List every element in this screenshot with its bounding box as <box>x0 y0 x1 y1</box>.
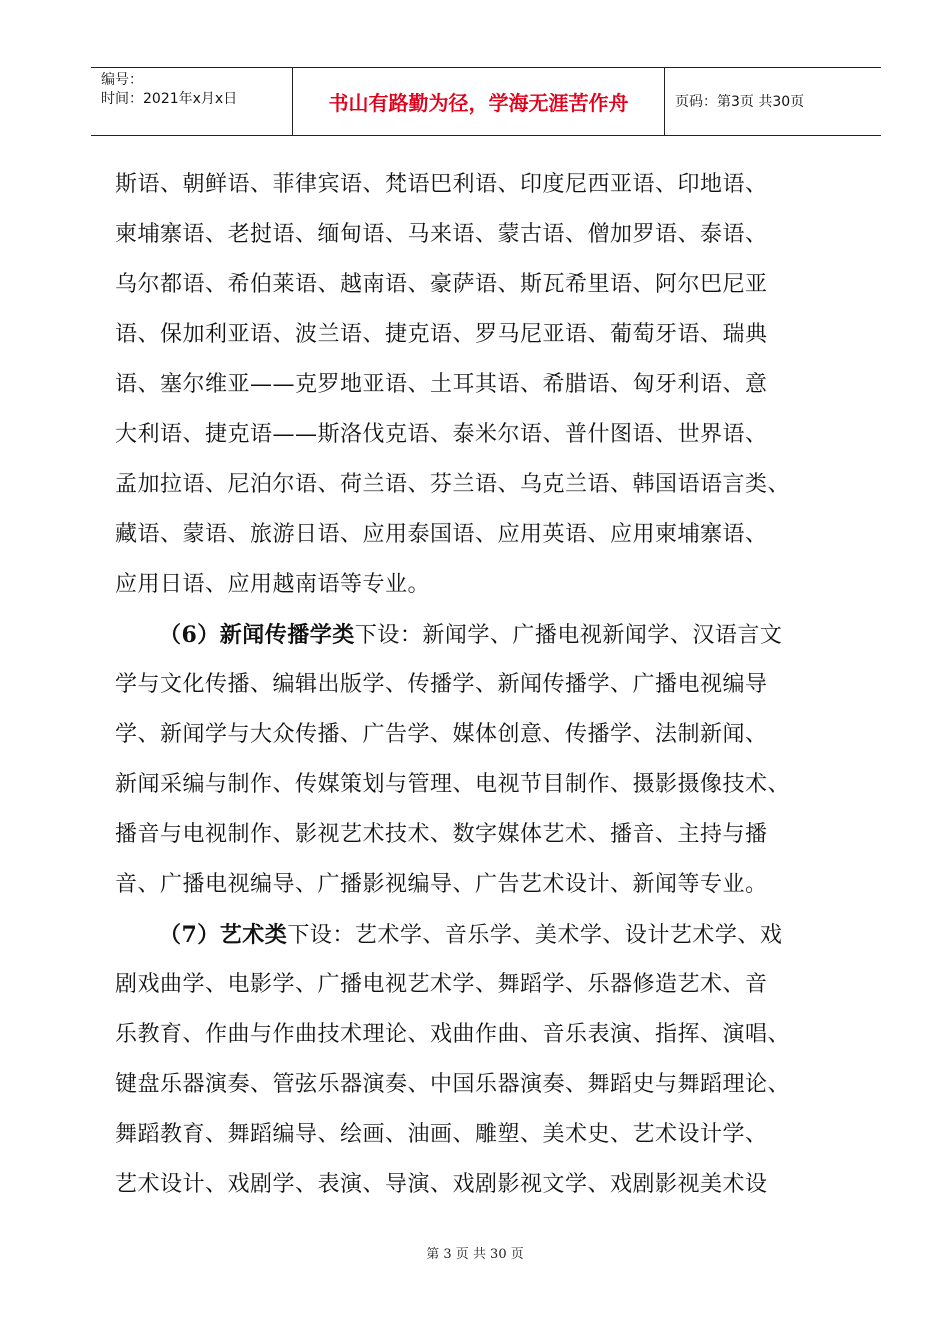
text-line <box>115 860 875 910</box>
text-segment: 藏语、蒙语、旅游日语、应用泰国语、应用英语、应用柬埔寨语、 <box>115 522 768 547</box>
text-segment: 键盘乐器演奏、管弦乐器演奏、中国乐器演奏、舞蹈史与舞蹈理论、 <box>115 1072 791 1097</box>
text-line <box>115 260 875 310</box>
text-segment: 学与文化传播、编辑出版学、传播学、新闻传播学、广播电视编导 <box>115 672 768 697</box>
text-line <box>115 310 875 360</box>
text-line <box>115 410 875 460</box>
text-line <box>115 910 875 960</box>
text-line <box>115 1060 875 1110</box>
text-line <box>115 1160 875 1210</box>
page-header <box>91 67 881 136</box>
section-heading: （7）艺术类 <box>159 922 288 948</box>
text-segment: 艺术设计、戏剧学、表演、导演、戏剧影视文学、戏剧影视美术设 <box>115 1172 768 1197</box>
text-segment: 下设：新闻学、广播电视新闻学、汉语言文 <box>354 623 783 648</box>
text-segment: 新闻采编与制作、传媒策划与管理、电视节目制作、摄影摄像技术、 <box>115 772 791 797</box>
section-heading: （6）新闻传播学类 <box>159 622 355 648</box>
text-segment: 语、塞尔维亚——克罗地亚语、土耳其语、希腊语、匈牙利语、意 <box>115 372 768 397</box>
text-line <box>115 610 875 660</box>
header-motto: 书山有路勤为径，学海无涯苦作舟 <box>328 91 629 115</box>
text-segment: 音、广播电视编导、广播影视编导、广告艺术设计、新闻等专业。 <box>115 872 768 897</box>
text-segment: 乌尔都语、希伯莱语、越南语、豪萨语、斯瓦希里语、阿尔巴尼亚 <box>115 272 768 297</box>
page-footer: 第 3 页 共 30 页 <box>426 1247 524 1262</box>
text-segment: 孟加拉语、尼泊尔语、荷兰语、芬兰语、乌克兰语、韩国语语言类、 <box>115 472 791 497</box>
header-page-code: 页码：第3页 共30页 <box>675 94 805 110</box>
text-segment: 播音与电视制作、影视艺术技术、数字媒体艺术、播音、主持与播 <box>115 822 768 847</box>
text-segment: 语、保加利亚语、波兰语、捷克语、罗马尼亚语、葡萄牙语、瑞典 <box>115 322 768 347</box>
header-motto-cell <box>293 68 665 135</box>
text-line <box>115 560 875 610</box>
text-line <box>115 210 875 260</box>
header-page-cell <box>665 68 881 135</box>
text-segment: 大利语、捷克语——斯洛伐克语、泰米尔语、普什图语、世界语、 <box>115 422 768 447</box>
text-segment: 应用日语、应用越南语等专业。 <box>115 572 431 597</box>
text-line <box>115 1110 875 1160</box>
text-line <box>115 460 875 510</box>
text-line <box>115 360 875 410</box>
text-line <box>115 660 875 710</box>
document-time-label: 时间：2021年x月x日 <box>101 91 238 107</box>
text-segment: 舞蹈教育、舞蹈编导、绘画、油画、雕塑、美术史、艺术设计学、 <box>115 1122 768 1147</box>
text-line <box>115 710 875 760</box>
text-line <box>115 810 875 860</box>
header-info-cell <box>91 68 293 135</box>
text-line <box>115 760 875 810</box>
document-number-label: 编号： <box>101 72 143 88</box>
text-segment: 斯语、朝鲜语、菲律宾语、梵语巴利语、印度尼西亚语、印地语、 <box>115 172 768 197</box>
text-segment: 剧戏曲学、电影学、广播电视艺术学、舞蹈学、乐器修造艺术、音 <box>115 972 768 997</box>
text-line <box>115 510 875 560</box>
text-segment: 学、新闻学与大众传播、广告学、媒体创意、传播学、法制新闻、 <box>115 722 768 747</box>
text-segment: 下设：艺术学、音乐学、美术学、设计艺术学、戏 <box>287 923 783 948</box>
text-line <box>115 160 875 210</box>
text-line <box>115 1010 875 1060</box>
text-segment: 乐教育、作曲与作曲技术理论、戏曲作曲、音乐表演、指挥、演唱、 <box>115 1022 791 1047</box>
text-segment: 柬埔寨语、老挝语、缅甸语、马来语、蒙古语、僧加罗语、泰语、 <box>115 222 768 247</box>
document-body <box>115 160 875 1210</box>
text-line <box>115 960 875 1010</box>
